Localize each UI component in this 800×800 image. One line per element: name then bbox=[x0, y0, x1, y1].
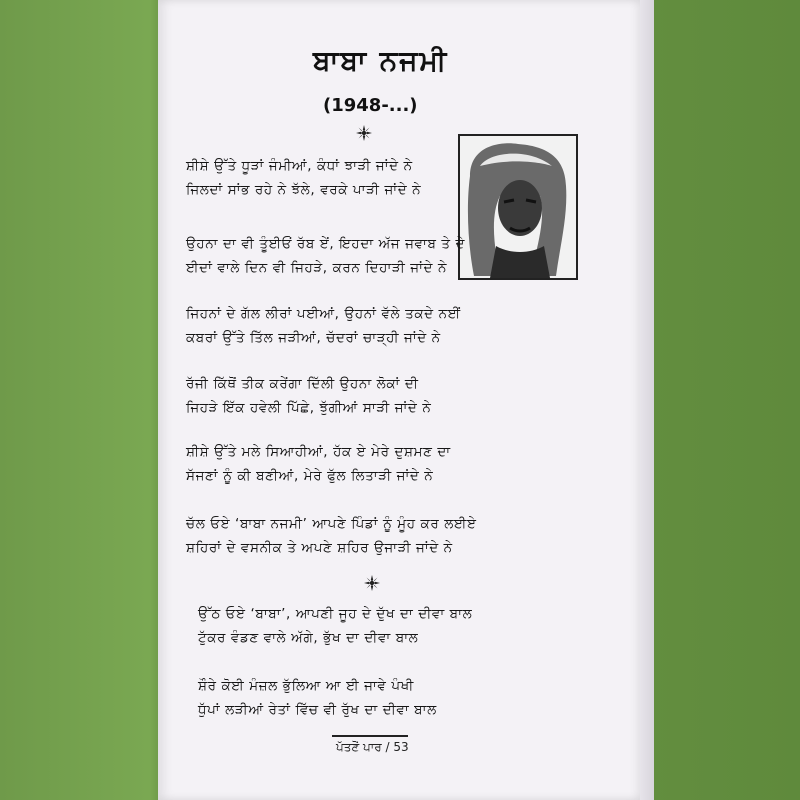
poem-line: ਉੱਠ ਓਏ ‘ਬਾਬਾ’, ਆਪਣੀ ਜੂਹ ਦੇ ਦੁੱਖ ਦਾ ਦੀਵਾ ਬਾਲ bbox=[198, 606, 473, 622]
poet-years: (1948-...) bbox=[323, 95, 418, 116]
poem-line: ਉਹਨਾ ਦਾ ਵੀ ਤੂੰਈਓਂ ਰੱਬ ਏਂ, ਇਹਦਾ ਅੱਜ ਜਵਾਬ ਤੇ ਦੇ bbox=[186, 236, 466, 252]
footer-divider bbox=[332, 735, 408, 737]
poem-line: ਟੁੱਕਰ ਵੰਡਣ ਵਾਲੇ ਅੱਗੇ, ਭੁੱਖ ਦਾ ਦੀਵਾ ਬਾਲ bbox=[198, 630, 419, 646]
poem-line: ਰੱਜੀ ਕਿੱਥੋਂ ਤੀਕ ਕਰੇਂਗਾ ਦਿੱਲੀ ਉਹਨਾ ਲੋਕਾਂ ਦੀ bbox=[186, 376, 419, 392]
poem-line: ਜਿਹਨਾਂ ਦੇ ਗੱਲ ਲੀਰਾਂ ਪਈਆਂ, ਉਹਨਾਂ ਵੱਲੇ ਤਕਦੇ ਨਈਂ bbox=[186, 306, 461, 322]
flourish-ornament-icon bbox=[364, 575, 380, 591]
poem-title: ਬਾਬਾ ਨਜਮੀ bbox=[313, 44, 449, 77]
poem-line: ਧੁੱਪਾਂ ਲੜੀਆਂ ਰੇਤਾਂ ਵਿੱਚ ਵੀ ਰੁੱਖ ਦਾ ਦੀਵਾ ਬਾਲ bbox=[198, 702, 437, 718]
flourish-ornament-icon bbox=[356, 125, 372, 141]
author-portrait bbox=[458, 134, 578, 280]
poem-line: ਸ਼ੌਰੇ ਕੋਈ ਮੰਜ਼ਲ ਭੁੱਲਿਆ ਆ ਈ ਜਾਵੇ ਪੰਖੀ bbox=[198, 678, 414, 694]
poem-line: ਜਿਲਦਾਂ ਸਾਂਭ ਰਹੇ ਨੇ ਝੱਲੇ, ਵਰਕੇ ਪਾੜੀ ਜਾਂਦੇ ਨੇ bbox=[186, 182, 422, 198]
page-footer: ਪੱਤਣੋਂ ਪਾਰ / 53 bbox=[336, 740, 409, 754]
poem-line: ਸ਼ੀਸ਼ੇ ਉੱਤੇ ਧੂੜਾਂ ਜੰਮੀਆਂ, ਕੰਧਾਂ ਝਾੜੀ ਜਾਂਦੇ ਨੇ bbox=[186, 158, 413, 174]
poem-line: ਸੱਜਣਾਂ ਨੂੰ ਕੀ ਬਣੀਆਂ, ਮੇਰੇ ਫੁੱਲ ਲਿਤਾੜੀ ਜਾਂਦੇ ਨੇ bbox=[186, 468, 434, 484]
poem-line: ਕਬਰਾਂ ਉੱਤੇ ਤਿੱਲ ਜੜੀਆਂ, ਚੱਦਰਾਂ ਚਾੜ੍ਹੀ ਜਾਂਦੇ ਨੇ bbox=[186, 330, 441, 346]
poem-line: ਈਦਾਂ ਵਾਲੇ ਦਿਨ ਵੀ ਜਿਹੜੇ, ਕਰਨ ਦਿਹਾੜੀ ਜਾਂਦੇ ਨੇ bbox=[186, 260, 447, 276]
poem-line: ਸ਼ਹਿਰਾਂ ਦੇ ਵਸਨੀਕ ਤੇ ਅਪਣੇ ਸ਼ਹਿਰ ਉਜਾੜੀ ਜਾਂਦੇ ਨੇ bbox=[186, 540, 453, 556]
poem-line: ਚੱਲ ਓਏ ‘ਬਾਬਾ ਨਜਮੀ’ ਆਪਣੇ ਪਿੰਡਾਂ ਨੂੰ ਮੂੰਹ ਕਰ ਲਈਏ bbox=[186, 516, 477, 532]
page-edge bbox=[640, 0, 654, 800]
poem-line: ਜਿਹੜੇ ਇੱਕ ਹਵੇਲੀ ਪਿੱਛੇ, ਝੁੱਗੀਆਂ ਸਾੜੀ ਜਾਂਦੇ ਨੇ bbox=[186, 400, 432, 416]
poem-line: ਸ਼ੀਸ਼ੇ ਉੱਤੇ ਮਲੇ ਸਿਆਹੀਆਂ, ਹੱਕ ਏ ਮੇਰੇ ਦੁਸ਼ਮਣ ਦਾ bbox=[186, 444, 451, 460]
